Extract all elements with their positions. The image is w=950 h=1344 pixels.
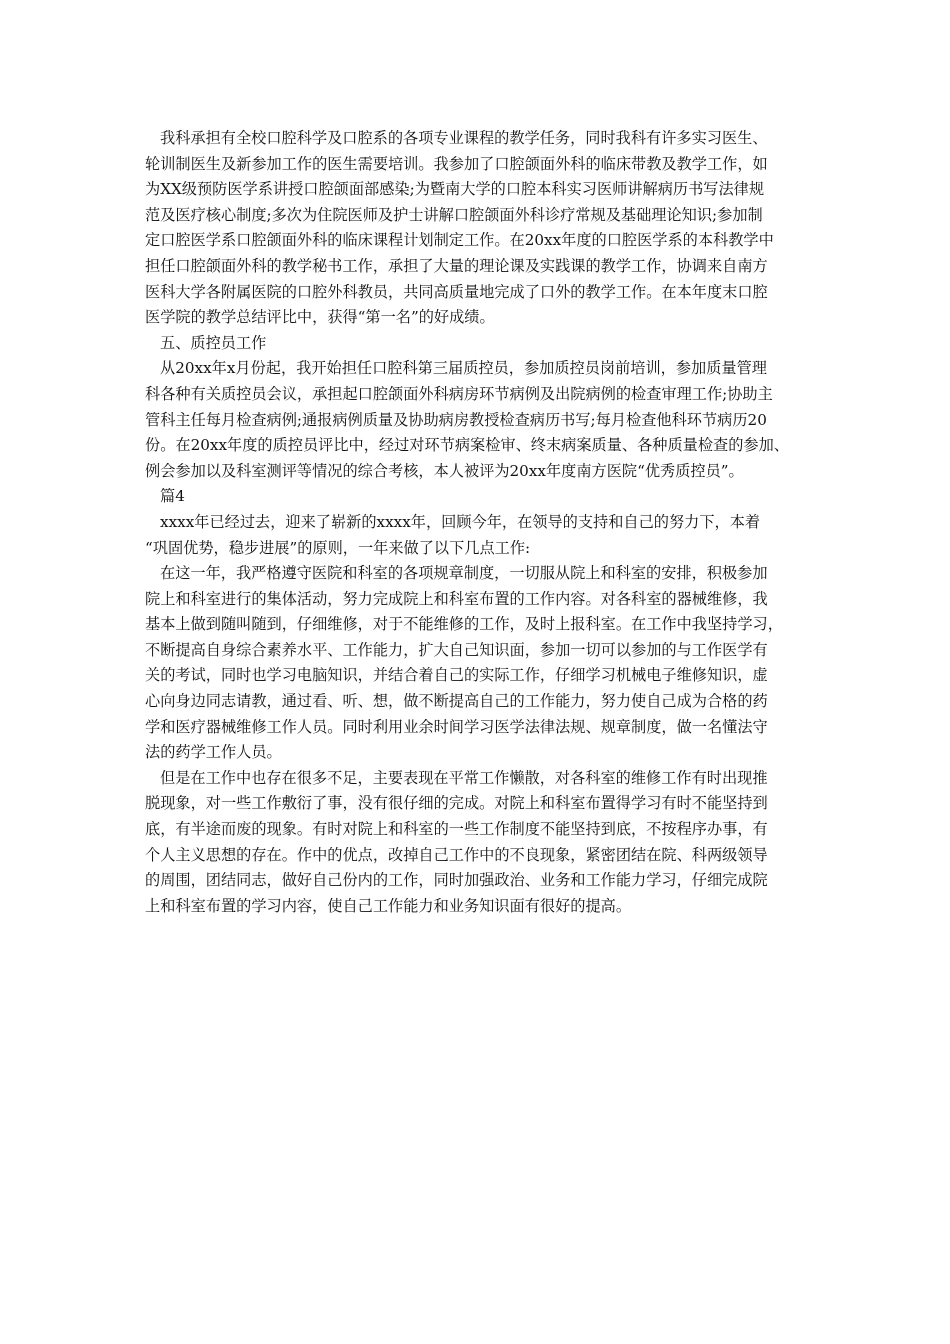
text-line: 关的考试，同时也学习电脑知识，并结合着自己的实际工作，仔细学习机械电子维修知识，虚 [145,666,768,685]
text-line: 个人主义思想的存在。作中的优点，改掉自己工作中的不良现象，紧密团结在院、科两级领导 [145,845,768,864]
text-line: 定口腔医学系口腔颌面外科的临床课程计划制定工作。在20xx年度的口腔医学系的本科教学中 [145,231,774,250]
text-line: 我科承担有全校口腔科学及口腔系的各项专业课程的教学任务，同时我科有许多实习医生、 [160,129,768,147]
text-line: 轮训制医生及新参加工作的医生需要培训。我参加了口腔颌面外科的临床带教及教学工作，如 [145,154,768,173]
text-line: 院上和科室进行的集体活动，努力完成院上和科室布置的工作内容。对各科室的器械维修，我 [145,589,768,608]
text-line: 上和科室布置的学习内容，使自己工作能力和业务知识面有很好的提高。 [145,896,631,915]
text-line: 在这一年，我严格遵守医院和科室的各项规章制度，一切服从院上和科室的安排，积极参加 [160,564,768,583]
text-line: “巩固优势，稳步进展”的原则，一年来做了以下几点工作: [145,538,531,557]
text-line: 脱现象，对一些工作敷衍了事，没有很仔细的完成。对院上和科室布置得学习有时不能坚持到 [145,794,768,813]
text-line: 份。在20xx年度的质控员评比中，经过对环节病案检审、终末病案质量、各种质量检查的参加、 [145,436,789,455]
text-line: 医学院的教学总结评比中，获得“第一名”的好成绩。 [145,308,495,327]
text-line: 基本上做到随叫随到，仔细维修，对于不能维修的工作，及时上报科室。在工作中我坚持学习， [145,615,783,634]
text-line: 底，有半途而废的现象。有时对院上和科室的一些工作制度不能坚持到底，不按程序办事，有 [145,820,768,839]
text-line: 心向身边同志请教，通过看、听、想，做不断提高自己的工作能力，努力使自己成为合格的药 [145,692,768,711]
section-heading: 篇4 [160,487,185,506]
text-line: xxxx年已经过去，迎来了崭新的xxxx年，回顾今年，在领导的支持和自己的努力下，本着 [160,512,761,531]
text-line: 科各种有关质控员会议，承担起口腔颌面外科病房环节病例及出院病例的检查审理工作;协助主 [145,384,773,403]
text-line: 范及医疗核心制度;多次为住院医师及护士讲解口腔颌面外科诊疗常规及基础理论知识;参加制 [145,205,763,224]
text-line: 的周围，团结同志，做好自己份内的工作，同时加强政治、业务和工作能力学习，仔细完成院 [145,871,768,890]
text-line: 不断提高自身综合素养水平、工作能力，扩大自己知识面，参加一切可以参加的与工作医学有 [145,640,768,659]
text-line: 为XX级预防医学系讲授口腔颌面部感染;为暨南大学的口腔本科实习医师讲解病历书写法律规 [145,180,765,199]
text-line: 例会参加以及科室测评等情况的综合考核，本人被评为20xx年度南方医院“优秀质控员”。 [145,461,744,480]
text-line: 学和医疗器械维修工作人员。同时利用业余时间学习医学法律法规、规章制度，做一名懂法守 [145,717,768,736]
text-line: 从20xx年x月份起，我开始担任口腔科第三届质控员，参加质控员岗前培训，参加质量管理 [160,359,767,378]
text-line: 管科主任每月检查病例;通报病例质量及协助病房教授检查病历书写;每月检查他科环节病历20 [145,410,767,429]
text-line: 法的药学工作人员。 [145,743,282,762]
section-heading: 五、质控员工作 [160,333,267,352]
text-line: 医科大学各附属医院的口腔外科教员，共同高质量地完成了口外的教学工作。在本年度末口腔 [145,282,768,301]
text-line: 担任口腔颌面外科的教学秘书工作，承担了大量的理论课及实践课的教学工作，协调来自南方 [145,256,768,275]
text-line: 但是在工作中也存在很多不足，主要表现在平常工作懒散，对各科室的维修工作有时出现推 [160,768,768,787]
document-body [145,126,825,919]
